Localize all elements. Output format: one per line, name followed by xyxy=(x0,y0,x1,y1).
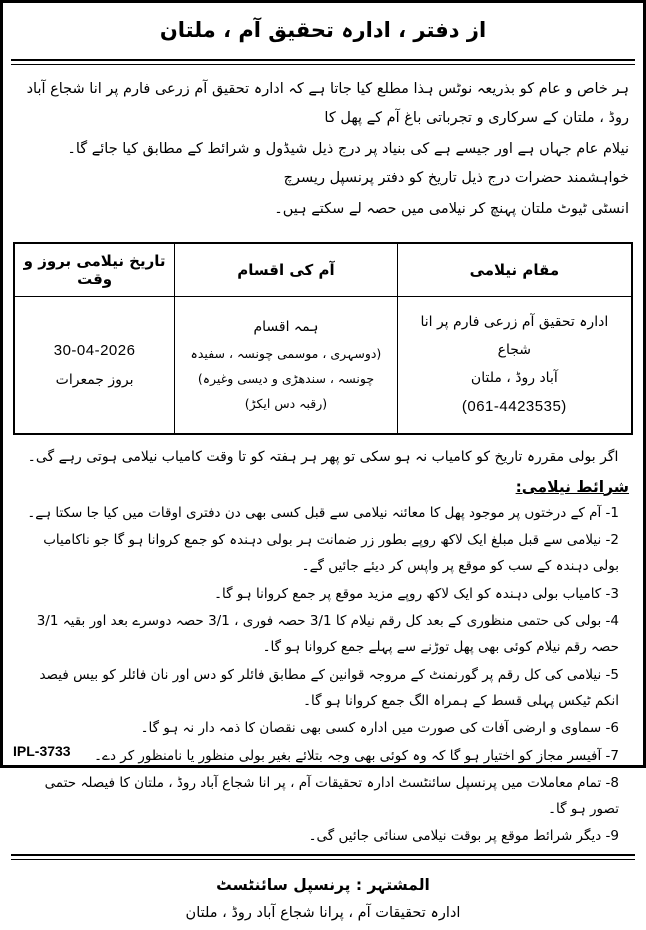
intro-line-3: انسٹی ٹیوٹ ملتان پہنچ کر نیلامی میں حصہ لے سکتے ہیں۔ xyxy=(274,200,629,217)
list-item: 2- نیلامی سے قبل مبلغ ایک لاکھ روپے بطور زر ضمانت ہر بولی دہندہ کو جمع کروانا ہو گا جو ناکامیاب بولی دہندہ کے سب کو موقع پر واپس کر دیئے جائیں گے۔ xyxy=(43,532,619,575)
list-item: 9- دیگر شرائط موقع پر بوقت نیلامی سنائی جائیں گی۔ xyxy=(308,828,619,845)
kind-line-1: ہمہ اقسام xyxy=(253,319,319,335)
cell-date xyxy=(14,296,175,434)
conditions-title: شرائط نیلامی: xyxy=(515,477,629,496)
column-header-date: تاریخ نیلامی بروز و وقت xyxy=(14,243,175,297)
table-row xyxy=(14,296,632,434)
footer xyxy=(3,866,643,930)
column-header-kind: آم کی اقسام xyxy=(175,243,397,297)
signatory: المشتہر : پرنسپل سائنٹسٹ xyxy=(216,875,430,894)
kind-line-3: (رقبہ دس ایکڑ) xyxy=(244,396,328,411)
list-item: 1- آم کے درختوں پر موجود پھل کا معائنہ نیلامی سے قبل کسی بھی دن دفتری اوقات میں کیا جا سکتا ہے۔ xyxy=(27,504,619,521)
reference-code: IPL-3733 xyxy=(13,743,71,759)
cell-kind xyxy=(175,296,397,434)
page-title: از دفتر ، ادارہ تحقیق آم ، ملتان xyxy=(159,18,487,42)
footer-divider xyxy=(11,854,635,856)
auction-schedule-table xyxy=(13,242,633,435)
list-item: 8- تمام معاملات میں پرنسپل سائنٹسٹ ادارہ تحقیقات آم ، پر انا شجاع آباد روڈ ، ملتان کا فیصلہ حتمی تصور ہو گا۔ xyxy=(44,774,619,818)
place-line-1: ادارہ تحقیق آم زرعی فارم پر انا شجاع xyxy=(420,313,609,358)
intro-paragraph xyxy=(3,65,643,236)
date-value: 30-04-2026 xyxy=(53,341,136,359)
list-item: 6- سماوی و ارضی آفات کی صورت میں ادارہ کسی بھی نقصان کا ذمہ دار نہ ہو گا۔ xyxy=(140,720,619,737)
list-item: 3- کامیاب بولی دہندہ کو ایک لاکھ روپے مزید موقع پر جمع کروانا ہو گا۔ xyxy=(214,585,619,602)
place-phone: (061-4423535) xyxy=(461,397,567,415)
date-day: بروز جمعرات xyxy=(55,371,134,388)
kind-line-2: (دوسہری ، موسمی چونسہ ، سفیدہ چونسہ ، سندھڑی و دیسی وغیرہ) xyxy=(190,346,382,386)
intro-line-1: ہر خاص و عام کو بذریعہ نوٹس ہذا مطلع کیا جاتا ہے کہ ادارہ تحقیق آم زرعی فارم پر انا شجاع آباد روڈ ، ملتان کے سرکاری و تجرباتی باغ آم کے پھل کا xyxy=(26,80,629,126)
list-item: 4- بولی کی حتمی منظوری کے بعد کل رقم نیلام کا 3/1 حصہ فوری ، 3/1 حصہ دوسرے بعد اور بقیہ 3/1 حصہ رقم نیلام کوئی بھی پھل توڑنے سے پہلے جمع کروانا ہو گا۔ xyxy=(36,612,619,656)
conditions-list xyxy=(3,500,643,850)
intro-line-2: نیلام عام جہاں ہے اور جیسے ہے کی بنیاد پر درج ذیل شیڈول و شرائط کے مطابق کیا جائے گا۔ خواہشمند حضرات درج ذیل تاریخ کو دفتر پرنسپل ریسرچ xyxy=(67,140,629,186)
list-item: 5- نیلامی کی کل رقم پر گورنمنٹ کے مروجہ قوانین کے مطابق فائلر کو دس اور نان فائلر کو بیس فیصد انکم ٹیکس پہلی قسط کے ہمراہ الگ جمع کروانا ہو گا۔ xyxy=(39,666,619,709)
cell-place xyxy=(397,296,632,434)
column-header-place: مقام نیلامی xyxy=(397,243,632,297)
list-item: 7- آفیسر مجاز کو اختیار ہو گا کہ وہ کوئی بھی وجہ بتلائے بغیر بولی منظور یا نامنظور کر دے۔ xyxy=(94,747,619,764)
footer-divider-secondary xyxy=(11,859,635,860)
organization: ادارہ تحقیقات آم ، پرانا شجاع آباد روڈ ، ملتان xyxy=(185,904,461,921)
header-divider xyxy=(11,59,635,61)
auction-note: اگر بولی مقررہ تاریخ کو کامیاب نہ ہو سکی تو پھر ہر ہفتہ کو تا وقت کامیاب نیلامی ہوتی رہے گی۔ xyxy=(27,448,619,465)
table-header-row xyxy=(14,243,632,297)
place-line-2: آباد روڈ ، ملتان xyxy=(470,369,558,386)
